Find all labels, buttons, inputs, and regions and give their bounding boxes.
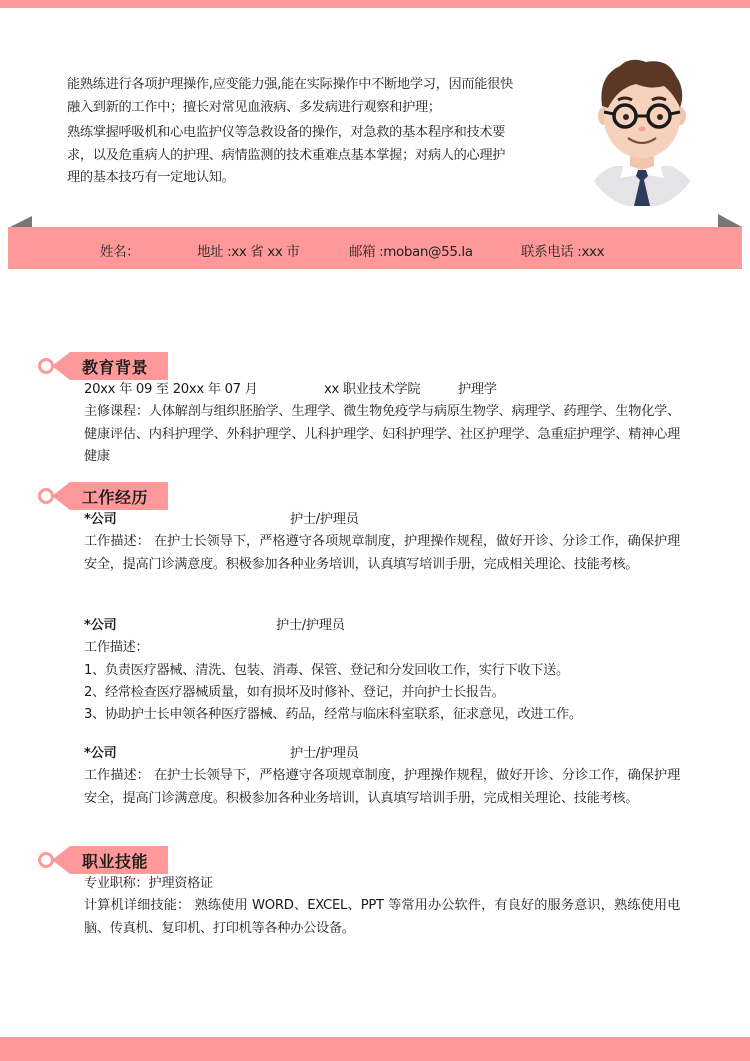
- job-position: 护士/护理员: [276, 618, 345, 633]
- skills-content: [84, 873, 680, 940]
- job-duty-item: 3、协助护士长申领各种医疗器械、药品，经常与临床科室联系，征求意见，改进工作。: [84, 707, 582, 723]
- avatar: [584, 56, 706, 206]
- bottom-accent-bar: [0, 1037, 750, 1061]
- education-period: 20xx 年 09 至 20xx 年 07 月: [84, 382, 258, 397]
- work-entry: [84, 743, 680, 810]
- job-header: [84, 743, 680, 765]
- job-position: 护士/护理员: [290, 512, 359, 527]
- cartoon-man-avatar-icon: [584, 56, 706, 206]
- work-entry: [84, 509, 680, 576]
- section-title: 工作经历: [82, 488, 149, 507]
- education-courses: 主修课程：人体解剖与组织胚胎学、生理学、微生物免疫学与病原生物学、病理学、药理学、生物化学、健康评估、内科护理学、外科护理学、儿科护理学、妇科护理学、社区护理学、急重症护理学、精神心理健康: [84, 404, 680, 464]
- ring-icon: [38, 852, 54, 868]
- section-title: 职业技能: [82, 852, 149, 871]
- ring-icon: [38, 488, 54, 504]
- job-description: 工作描述： 在护士长领导下，严格遵守各项规章制度，护理操作规程，做好开诊、分诊工作，确保护理安全，提高门诊满意度。积极参加各种业务培训，认真填写培训手册，完成相关理论、技能考核。: [84, 768, 680, 806]
- job-company: *公司: [84, 618, 117, 633]
- job-duty-item: 2、经常检查医疗器械质量，如有损坏及时修补、登记，并向护士长报告。: [84, 684, 505, 700]
- job-header: [84, 509, 680, 531]
- job-duty-item: 1、负责医疗器械、清洗、包装、消毒、保管、登记和分发回收工作，实行下收下送。: [84, 662, 569, 678]
- job-company: *公司: [84, 512, 117, 527]
- professional-title: 专业职称：护理资格证: [84, 876, 213, 891]
- computer-skills: 计算机详细技能： 熟练使用 WORD、EXCEL、PPT 等常用办公软件，有良好的服务意识，熟练使用电脑、传真机、复印机、打印机等各种办公设备。: [84, 898, 680, 936]
- contact-email: 邮箱 :moban@55.la: [349, 244, 473, 260]
- job-description: 工作描述： 在护士长领导下，严格遵守各项规章制度，护理操作规程，做好开诊、分诊工作，确保护理安全，提高门诊满意度。积极参加各种业务培训，认真填写培训手册，完成相关理论、技能考核。: [84, 534, 680, 572]
- education-row: [84, 379, 680, 401]
- job-header: [84, 615, 680, 637]
- education-major: 护理学: [458, 382, 497, 397]
- contact-name: 姓名：: [100, 244, 140, 260]
- contact-phone: 联系电话 :xxx: [521, 244, 605, 260]
- job-description-label: 工作描述：: [84, 640, 149, 656]
- section-title: 教育背景: [82, 358, 149, 377]
- education-school: xx 职业技术学院: [324, 382, 421, 397]
- self-introduction: [67, 74, 517, 190]
- education-content: [84, 379, 680, 468]
- ribbon-fold-left: [10, 216, 32, 227]
- top-accent-bar: [0, 0, 750, 8]
- ring-icon: [38, 358, 54, 374]
- job-company: *公司: [84, 746, 117, 761]
- intro-paragraph: 熟练掌握呼吸机和心电监护仪等急救设备的操作，对急救的基本程序和技术要求，以及危重病人的护理、病情监测的技术重难点基本掌握；对病人的心理护理的基本技巧有一定地认知。: [67, 125, 506, 186]
- contact-info-band: [8, 227, 742, 269]
- intro-paragraph: 能熟练进行各项护理操作,应变能力强,能在实际操作中不断地学习，因而能很快融入到新的工作中；擅长对常见血液病、多发病进行观察和护理；: [67, 77, 513, 115]
- job-position: 护士/护理员: [290, 746, 359, 761]
- contact-address: 地址 :xx 省 xx 市: [197, 244, 300, 260]
- ribbon-fold-right: [718, 214, 742, 227]
- work-entry: [84, 615, 680, 726]
